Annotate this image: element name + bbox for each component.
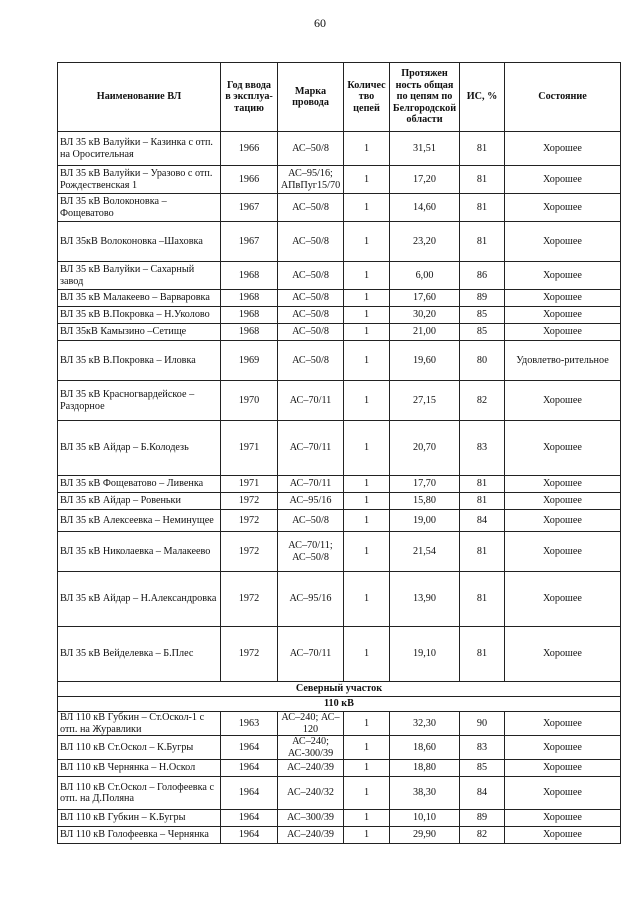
header-year: Год ввода в эксплуа-тацию <box>221 63 278 132</box>
cell-state: Хорошее <box>505 736 621 760</box>
cell-wire: АС–50/8 <box>278 262 344 290</box>
cell-state: Хорошее <box>505 262 621 290</box>
section-row <box>58 682 621 697</box>
cell-wire: АС–50/8 <box>278 324 344 341</box>
power-lines-table <box>57 62 621 844</box>
cell-name: ВЛ 35кВ Волоконовка –Шаховка <box>58 222 221 262</box>
cell-name: ВЛ 35 кВ Николаевка – Малакеево <box>58 532 221 572</box>
cell-wire: АС–50/8 <box>278 307 344 324</box>
table-row <box>58 777 621 810</box>
cell-length: 19,00 <box>390 510 460 532</box>
cell-wire: АС–95/16; АПвПуг15/70 <box>278 166 344 194</box>
cell-length: 17,70 <box>390 476 460 493</box>
cell-wire: АС–240/32 <box>278 777 344 810</box>
cell-name: ВЛ 35 кВ Малакеево – Варваровка <box>58 290 221 307</box>
cell-circuits: 1 <box>344 827 390 844</box>
cell-length: 32,30 <box>390 712 460 736</box>
cell-state: Хорошее <box>505 572 621 627</box>
cell-length: 30,20 <box>390 307 460 324</box>
cell-name: ВЛ 35кВ Камызино –Сетище <box>58 324 221 341</box>
cell-name: ВЛ 110 кВ Ст.Оскол – Голофеевка с отп. на Д.Поляна <box>58 777 221 810</box>
table-row <box>58 493 621 510</box>
cell-length: 19,10 <box>390 627 460 682</box>
table-row <box>58 381 621 421</box>
cell-circuits: 1 <box>344 532 390 572</box>
cell-length: 10,10 <box>390 810 460 827</box>
table-row <box>58 510 621 532</box>
cell-is: 83 <box>460 736 505 760</box>
cell-wire: АС–50/8 <box>278 510 344 532</box>
cell-year: 1967 <box>221 194 278 222</box>
cell-year: 1972 <box>221 532 278 572</box>
table-row <box>58 760 621 777</box>
cell-state: Хорошее <box>505 712 621 736</box>
cell-state: Хорошее <box>505 222 621 262</box>
cell-wire: АС–240/39 <box>278 760 344 777</box>
cell-circuits: 1 <box>344 421 390 476</box>
cell-year: 1968 <box>221 290 278 307</box>
cell-circuits: 1 <box>344 381 390 421</box>
table-row <box>58 627 621 682</box>
cell-length: 17,20 <box>390 166 460 194</box>
cell-year: 1969 <box>221 341 278 381</box>
header-name: Наименование ВЛ <box>58 63 221 132</box>
cell-is: 81 <box>460 627 505 682</box>
cell-length: 13,90 <box>390 572 460 627</box>
table-row <box>58 307 621 324</box>
header-is: ИС, % <box>460 63 505 132</box>
cell-year: 1970 <box>221 381 278 421</box>
cell-year: 1966 <box>221 166 278 194</box>
table-row <box>58 290 621 307</box>
cell-length: 20,70 <box>390 421 460 476</box>
cell-name: ВЛ 110 кВ Чернянка – Н.Оскол <box>58 760 221 777</box>
cell-length: 21,54 <box>390 532 460 572</box>
cell-is: 81 <box>460 222 505 262</box>
cell-year: 1964 <box>221 777 278 810</box>
cell-length: 15,80 <box>390 493 460 510</box>
table-body-sections <box>58 682 621 712</box>
table-row <box>58 572 621 627</box>
cell-year: 1972 <box>221 627 278 682</box>
cell-wire: АС–240; АС-300/39 <box>278 736 344 760</box>
cell-circuits: 1 <box>344 194 390 222</box>
cell-name: ВЛ 35 кВ Волоконовка – Фощеватово <box>58 194 221 222</box>
cell-name: ВЛ 110 кВ Губкин – Ст.Оскол-1 с отп. на Журавлики <box>58 712 221 736</box>
table-row <box>58 262 621 290</box>
cell-year: 1971 <box>221 476 278 493</box>
cell-wire: АС–70/11 <box>278 476 344 493</box>
table-row <box>58 476 621 493</box>
table-row <box>58 532 621 572</box>
cell-name: ВЛ 35 кВ Красногвардейское – Раздорное <box>58 381 221 421</box>
header-circuits: Количес тво цепей <box>344 63 390 132</box>
cell-length: 31,51 <box>390 132 460 166</box>
cell-is: 85 <box>460 324 505 341</box>
cell-year: 1972 <box>221 493 278 510</box>
table-row <box>58 827 621 844</box>
cell-length: 6,00 <box>390 262 460 290</box>
cell-circuits: 1 <box>344 290 390 307</box>
table-row <box>58 324 621 341</box>
cell-wire: АС–95/16 <box>278 493 344 510</box>
cell-year: 1968 <box>221 262 278 290</box>
table-row <box>58 736 621 760</box>
cell-name: ВЛ 35 кВ В.Покровка – Иловка <box>58 341 221 381</box>
cell-wire: АС–70/11 <box>278 421 344 476</box>
cell-state: Хорошее <box>505 132 621 166</box>
cell-name: ВЛ 35 кВ В.Покровка – Н.Уколово <box>58 307 221 324</box>
cell-circuits: 1 <box>344 222 390 262</box>
cell-circuits: 1 <box>344 341 390 381</box>
cell-year: 1972 <box>221 572 278 627</box>
cell-circuits: 1 <box>344 324 390 341</box>
cell-state: Хорошее <box>505 166 621 194</box>
cell-name: ВЛ 35 кВ Айдар – Б.Колодезь <box>58 421 221 476</box>
cell-state: Хорошее <box>505 532 621 572</box>
cell-is: 84 <box>460 777 505 810</box>
cell-state: Хорошее <box>505 476 621 493</box>
cell-name: ВЛ 35 кВ Алексеевка – Неминущее <box>58 510 221 532</box>
cell-year: 1966 <box>221 132 278 166</box>
cell-length: 18,60 <box>390 736 460 760</box>
cell-year: 1971 <box>221 421 278 476</box>
cell-circuits: 1 <box>344 712 390 736</box>
cell-year: 1968 <box>221 324 278 341</box>
cell-circuits: 1 <box>344 307 390 324</box>
cell-name: ВЛ 35 кВ Фощеватово – Ливенка <box>58 476 221 493</box>
cell-state: Хорошее <box>505 510 621 532</box>
table-row <box>58 132 621 166</box>
table-row <box>58 341 621 381</box>
cell-circuits: 1 <box>344 810 390 827</box>
cell-wire: АС–70/11 <box>278 381 344 421</box>
cell-is: 89 <box>460 810 505 827</box>
header-length: Протяжен ность общая по цепям по Белгородской области <box>390 63 460 132</box>
cell-is: 81 <box>460 476 505 493</box>
cell-is: 81 <box>460 132 505 166</box>
cell-length: 19,60 <box>390 341 460 381</box>
cell-wire: АС–70/11 <box>278 627 344 682</box>
cell-length: 23,20 <box>390 222 460 262</box>
cell-is: 86 <box>460 262 505 290</box>
cell-wire: АС–240; АС–120 <box>278 712 344 736</box>
table-body-35kv <box>58 132 621 682</box>
cell-year: 1964 <box>221 760 278 777</box>
header-state: Состояние <box>505 63 621 132</box>
cell-state: Хорошее <box>505 810 621 827</box>
cell-state: Хорошее <box>505 827 621 844</box>
cell-length: 21,00 <box>390 324 460 341</box>
cell-length: 29,90 <box>390 827 460 844</box>
cell-name: ВЛ 35 кВ Валуйки – Сахарный завод <box>58 262 221 290</box>
table-row <box>58 194 621 222</box>
cell-name: ВЛ 110 кВ Губкин – К.Бугры <box>58 810 221 827</box>
cell-circuits: 1 <box>344 736 390 760</box>
subsection-row <box>58 697 621 712</box>
cell-year: 1964 <box>221 736 278 760</box>
cell-name: ВЛ 35 кВ Вейделевка – Б.Плес <box>58 627 221 682</box>
cell-is: 81 <box>460 166 505 194</box>
table-row <box>58 810 621 827</box>
cell-state: Хорошее <box>505 760 621 777</box>
cell-is: 81 <box>460 194 505 222</box>
cell-wire: АС–70/11; АС–50/8 <box>278 532 344 572</box>
cell-is: 84 <box>460 510 505 532</box>
cell-year: 1963 <box>221 712 278 736</box>
cell-circuits: 1 <box>344 510 390 532</box>
header-wire: Марка провода <box>278 63 344 132</box>
cell-circuits: 1 <box>344 132 390 166</box>
cell-state: Хорошее <box>505 324 621 341</box>
cell-is: 89 <box>460 290 505 307</box>
cell-length: 18,80 <box>390 760 460 777</box>
header-row <box>58 63 621 132</box>
section-title: Северный участок <box>58 682 621 697</box>
cell-is: 83 <box>460 421 505 476</box>
page-number: 60 <box>314 16 326 30</box>
cell-wire: АС–50/8 <box>278 290 344 307</box>
cell-wire: АС–50/8 <box>278 341 344 381</box>
cell-length: 14,60 <box>390 194 460 222</box>
cell-name: ВЛ 35 кВ Айдар – Н.Александровка <box>58 572 221 627</box>
cell-is: 82 <box>460 827 505 844</box>
table-row <box>58 421 621 476</box>
cell-year: 1972 <box>221 510 278 532</box>
cell-state: Хорошее <box>505 194 621 222</box>
cell-name: ВЛ 35 кВ Айдар – Ровеньки <box>58 493 221 510</box>
cell-circuits: 1 <box>344 493 390 510</box>
cell-state: Хорошее <box>505 421 621 476</box>
cell-wire: АС–95/16 <box>278 572 344 627</box>
subsection-title: 110 кВ <box>58 697 621 712</box>
cell-wire: АС–240/39 <box>278 827 344 844</box>
cell-name: ВЛ 35 кВ Валуйки – Уразово с отп. Рождественская 1 <box>58 166 221 194</box>
cell-wire: АС–50/8 <box>278 194 344 222</box>
cell-is: 85 <box>460 760 505 777</box>
cell-wire: АС–50/8 <box>278 132 344 166</box>
cell-is: 81 <box>460 572 505 627</box>
table-body-110kv <box>58 712 621 844</box>
table-row <box>58 222 621 262</box>
cell-state: Хорошее <box>505 493 621 510</box>
cell-is: 82 <box>460 381 505 421</box>
cell-name: ВЛ 35 кВ Валуйки – Казинка с отп. на Оросительная <box>58 132 221 166</box>
cell-circuits: 1 <box>344 627 390 682</box>
cell-circuits: 1 <box>344 476 390 493</box>
cell-state: Хорошее <box>505 627 621 682</box>
cell-year: 1968 <box>221 307 278 324</box>
cell-circuits: 1 <box>344 777 390 810</box>
cell-year: 1964 <box>221 810 278 827</box>
cell-year: 1964 <box>221 827 278 844</box>
cell-is: 81 <box>460 493 505 510</box>
cell-circuits: 1 <box>344 760 390 777</box>
cell-wire: АС–50/8 <box>278 222 344 262</box>
cell-length: 17,60 <box>390 290 460 307</box>
cell-state: Удовлетво-рительное <box>505 341 621 381</box>
cell-wire: АС–300/39 <box>278 810 344 827</box>
cell-length: 27,15 <box>390 381 460 421</box>
cell-circuits: 1 <box>344 262 390 290</box>
cell-state: Хорошее <box>505 307 621 324</box>
cell-is: 90 <box>460 712 505 736</box>
cell-state: Хорошее <box>505 777 621 810</box>
cell-circuits: 1 <box>344 166 390 194</box>
cell-year: 1967 <box>221 222 278 262</box>
cell-is: 80 <box>460 341 505 381</box>
table-row <box>58 712 621 736</box>
cell-state: Хорошее <box>505 381 621 421</box>
cell-name: ВЛ 110 кВ Голофеевка – Чернянка <box>58 827 221 844</box>
cell-state: Хорошее <box>505 290 621 307</box>
cell-is: 85 <box>460 307 505 324</box>
cell-circuits: 1 <box>344 572 390 627</box>
table-row <box>58 166 621 194</box>
cell-length: 38,30 <box>390 777 460 810</box>
cell-name: ВЛ 110 кВ Ст.Оскол – К.Бугры <box>58 736 221 760</box>
cell-is: 81 <box>460 532 505 572</box>
